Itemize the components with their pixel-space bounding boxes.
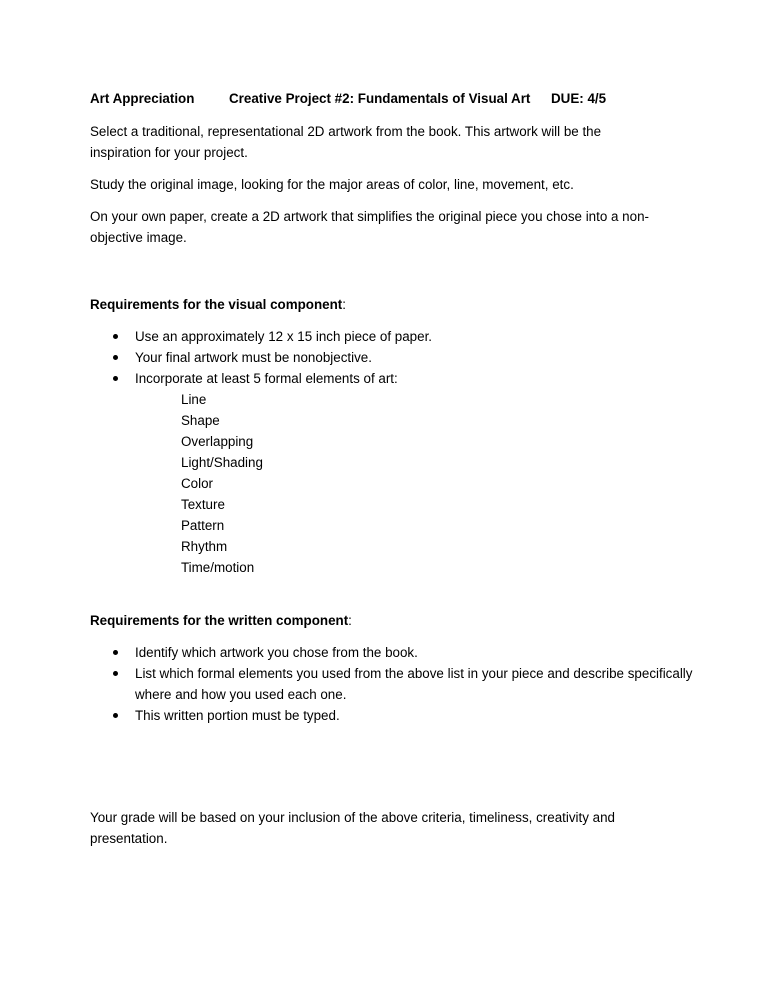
bullet-icon — [113, 713, 118, 718]
formal-element-item: Rhythm — [181, 539, 228, 554]
grading-paragraph: Your grade will be based on your inclusion of the above criteria, timeliness, creativity and presentation. — [90, 810, 615, 846]
formal-element-item: Time/motion — [181, 560, 255, 575]
document-header — [90, 88, 690, 109]
list-item-text: Use an approximately 12 x 15 inch piece of paper. — [135, 329, 433, 344]
bullet-icon — [113, 671, 118, 676]
written-requirements-colon: : — [348, 613, 352, 628]
list-item-text: List which formal elements you used from the above list in your piece and describe specifically where and how you used each one. — [135, 666, 693, 702]
intro-paragraph-2: Study the original image, looking for the major areas of color, line, movement, etc. — [90, 177, 574, 192]
visual-requirements-list — [90, 326, 690, 389]
formal-element-item: Color — [181, 476, 213, 491]
list-item — [90, 368, 695, 389]
written-requirements-title: Requirements for the written component — [90, 613, 349, 628]
written-requirements-heading — [90, 610, 690, 631]
formal-element-item: Line — [181, 392, 207, 407]
bullet-icon — [113, 650, 118, 655]
intro-paragraph-3: On your own paper, create a 2D artwork that simplifies the original piece you chose into a non-objective image. — [90, 209, 649, 245]
project-title: Creative Project #2: Fundamentals of Visual Art — [229, 91, 531, 106]
list-item-text: Your final artwork must be nonobjective. — [135, 350, 372, 365]
formal-element-item: Light/Shading — [181, 455, 263, 470]
visual-requirements-title: Requirements for the visual component — [90, 297, 343, 312]
list-item — [90, 663, 695, 705]
list-item — [90, 347, 695, 368]
visual-requirements-heading — [90, 294, 690, 315]
bullet-icon — [113, 355, 118, 360]
formal-element-item: Overlapping — [181, 434, 254, 449]
formal-element-item: Shape — [181, 413, 220, 428]
intro-paragraph-1: Select a traditional, representational 2D artwork from the book. This artwork will be the inspiration for your project. — [90, 124, 602, 160]
visual-requirements-colon: : — [342, 297, 346, 312]
list-item-text: Identify which artwork you chose from the book. — [135, 645, 418, 660]
list-item-text: This written portion must be typed. — [135, 708, 340, 723]
formal-element-item: Texture — [181, 497, 225, 512]
course-title: Art Appreciation — [90, 91, 195, 106]
list-item — [90, 326, 695, 347]
due-date: DUE: 4/5 — [551, 91, 607, 106]
document-page — [90, 88, 693, 860]
formal-elements-list — [90, 389, 690, 578]
list-item — [90, 705, 695, 726]
formal-element-item: Pattern — [181, 518, 225, 533]
bullet-icon — [113, 334, 118, 339]
written-requirements-list — [90, 642, 693, 726]
list-item — [90, 642, 695, 663]
bullet-icon — [113, 376, 118, 381]
list-item-text: Incorporate at least 5 formal elements of art: — [135, 371, 398, 386]
